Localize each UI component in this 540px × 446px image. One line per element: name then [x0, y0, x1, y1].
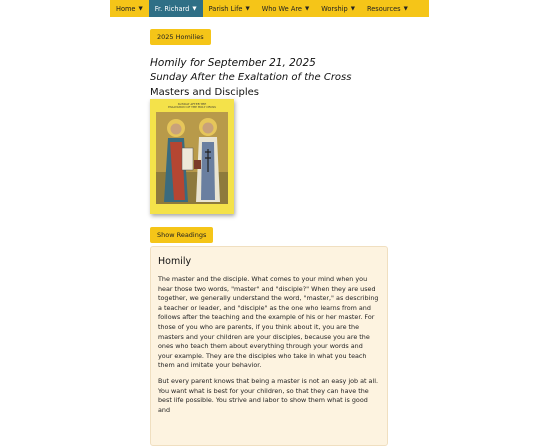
page-subtitle: Sunday After the Exaltation of the Cross: [150, 72, 352, 83]
nav-resources-label: Resources: [366, 4, 401, 13]
icon-image[interactable]: [150, 99, 234, 214]
homily-box: [150, 246, 388, 446]
homily-heading: Masters and Disciples: [150, 87, 259, 98]
icon-caption-line1: SUNDAY AFTER THE: [177, 103, 207, 106]
icon-caption: [156, 103, 228, 110]
nav-worship[interactable]: [315, 0, 361, 17]
homily-section-heading: Homily: [158, 256, 192, 267]
saints-icon: [156, 112, 228, 204]
homily-paragraph: But every parent knows that being a master is not an easy job at all. You want what is best for your children, so that they can have the best life possible. You strive and labor to show them what is good and: [158, 376, 379, 414]
show-readings-button[interactable]: Show Readings: [150, 227, 213, 243]
chevron-down-icon: ▼: [192, 5, 197, 12]
homily-paragraph: The master and the disciple. What comes to your mind when you hear those two words, "master" and "disciple?" When they are used together, we generally understand the word, "master," as describing a teacher or leader, and "disciple" as the one who learns from and follows after the teaching and the example of his or her master. For those of you who are parents, if you think about it, you are the masters and your children are your disciples, because you are the ones who teach them about everything through your words and your example. They are the disciples who take in what you teach them and imitate your behavior.: [158, 275, 379, 370]
nav-who-we-are-label: Who We Are: [261, 4, 302, 13]
page-title: Homily for September 21, 2025: [150, 57, 316, 69]
chevron-down-icon: ▼: [350, 5, 355, 12]
chevron-down-icon: ▼: [304, 5, 310, 12]
chevron-down-icon: ▼: [138, 5, 143, 12]
nav-worship-label: Worship: [321, 4, 348, 13]
main-content: [150, 24, 390, 414]
nav-home-label: Home: [116, 4, 136, 13]
nav-home[interactable]: [110, 0, 149, 17]
nav-parish-life[interactable]: [203, 0, 256, 17]
nav-parish-life-label: Parish Life: [208, 4, 243, 13]
nav-resources[interactable]: [361, 0, 414, 17]
nav-fr-richard-label: Fr. Richard: [154, 4, 190, 13]
icon-caption-line2: EXALTATION OF THE HOLY CROSS: [168, 106, 216, 110]
nav-fr-richard[interactable]: [149, 0, 203, 17]
nav-who-we-are[interactable]: [256, 0, 315, 17]
top-nav: [110, 0, 429, 17]
homilies-2025-button[interactable]: 2025 Homilies: [150, 29, 211, 45]
chevron-down-icon: ▼: [403, 5, 408, 12]
chevron-down-icon: ▼: [245, 5, 250, 12]
